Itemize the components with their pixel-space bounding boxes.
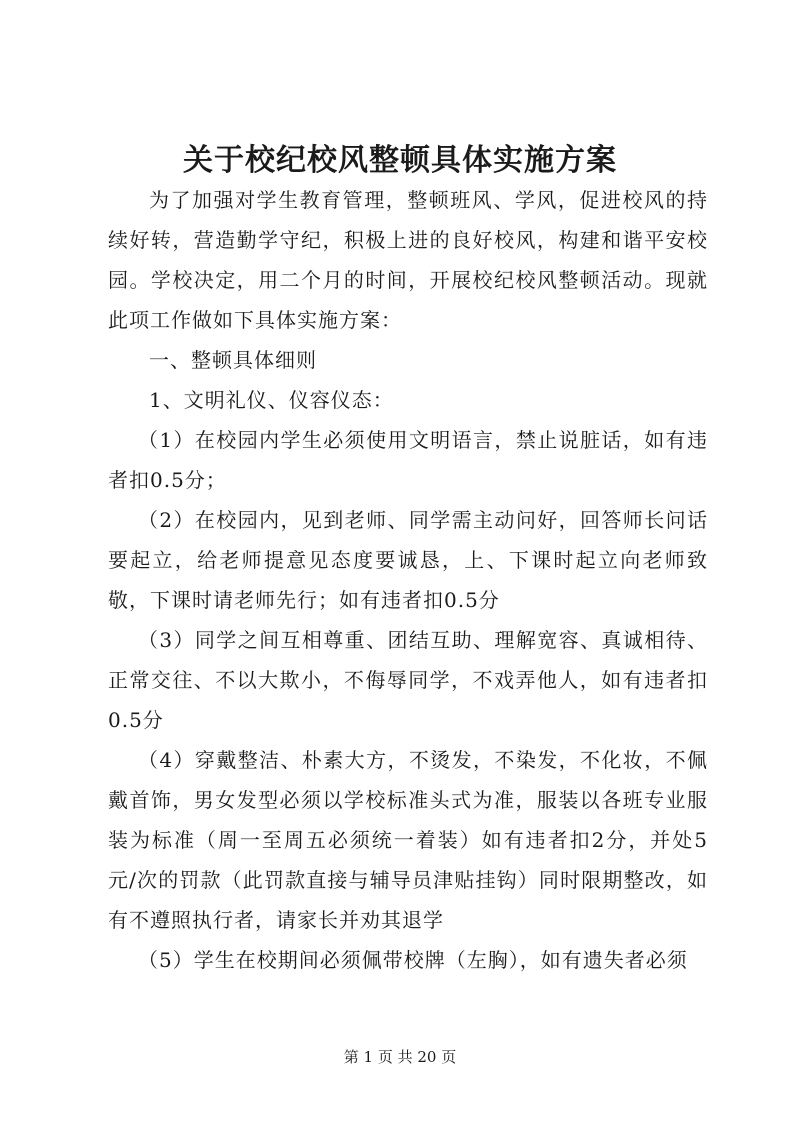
rule-item-3: （3）同学之间互相尊重、团结互助、理解宽容、真诚相待、正常交往、不以大欺小，不侮辱同学，不戏弄他人，如有违者扣0.5分 (108, 628, 708, 732)
rule-item-1: （1）在校园内学生必须使用文明语言，禁止说脏话，如有违者扣0.5分； (108, 428, 708, 492)
rule-item-5: （5）学生在校期间必须佩带校牌（左胸），如有遗失者必须 (138, 948, 688, 972)
intro-paragraph: 为了加强对学生教育管理，整顿班风、学风，促进校风的持续好转，营造勤学守纪，积极上进的良好校风，构建和谐平安校园。学校决定，用二个月的时间，开展校纪校风整顿活动。现就此项工作做如下具体实施方案： (108, 188, 708, 332)
document-body (108, 180, 708, 980)
page-number: 第 1 页 共 20 页 (343, 1048, 457, 1066)
page-footer (0, 1046, 800, 1068)
section-heading: 一、整顿具体细则 (149, 348, 317, 372)
document-title: 关于校纪校风整顿具体实施方案 (183, 143, 617, 178)
rule-item-2: （2）在校园内，见到老师、同学需主动问好，回答师长问话要起立，给老师提意见态度要诚恳，上、下课时起立向老师致敬，下课时请老师先行；如有违者扣0.5分 (108, 508, 708, 612)
rule-item-4: （4）穿戴整洁、朴素大方，不烫发，不染发，不化妆，不佩戴首饰，男女发型必须以学校标准头式为准，服装以各班专业服装为标准（周一至周五必须统一着装）如有违者扣2分，并处5元/次的罚款（此罚款直接与辅导员津贴挂钩）同时限期整改，如有不遵照执行者，请家长并劝其退学 (108, 748, 708, 932)
subsection-heading: 1、文明礼仪、仪容仪态： (149, 388, 394, 412)
